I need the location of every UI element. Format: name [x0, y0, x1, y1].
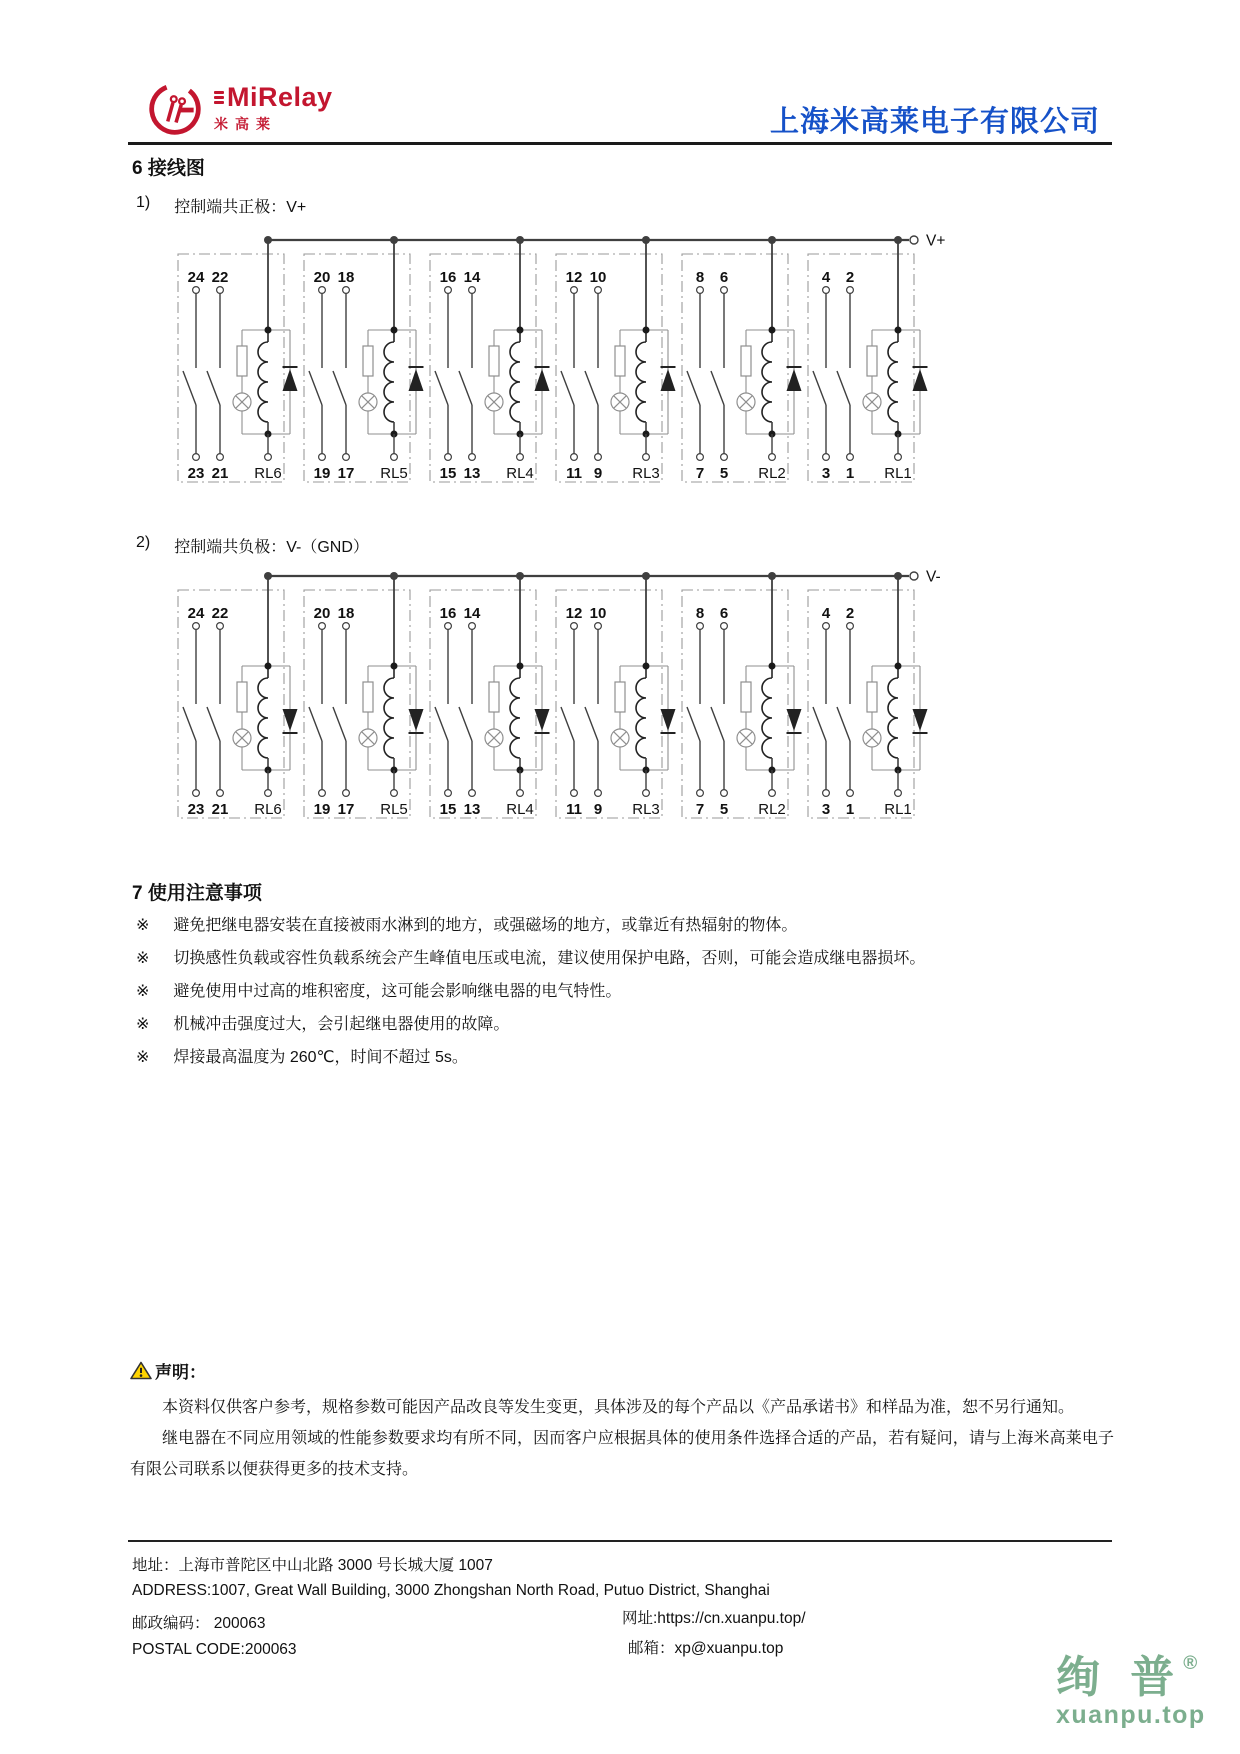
relay-block-RL5 [304, 236, 424, 482]
subsection-2-heading [136, 534, 369, 557]
junction-dot [391, 327, 398, 334]
relay-block-RL4 [430, 236, 550, 482]
terminal-pin [721, 454, 728, 461]
warning-icon [130, 1361, 152, 1380]
svg-text:4: 4 [821, 605, 831, 622]
diode [661, 369, 676, 391]
resistor [237, 346, 247, 376]
svg-text:7: 7 [695, 465, 705, 482]
terminal-pin [469, 623, 476, 630]
footer-address-cn: 地址：上海市普陀区中山北路 3000 号长城大厦 1007 [132, 1557, 493, 1574]
svg-text:5: 5 [719, 801, 729, 818]
svg-text:15: 15 [439, 801, 457, 818]
svg-text:9: 9 [593, 465, 603, 482]
terminal-pin [823, 454, 830, 461]
terminal-pin [517, 454, 524, 461]
subsection-1-number: 1) [136, 194, 151, 211]
bus-junction [894, 236, 902, 244]
switch-blade [207, 371, 220, 405]
svg-text:RL6: RL6 [254, 801, 282, 818]
relay-block-RL4 [430, 572, 550, 818]
svg-text:22: 22 [211, 605, 229, 622]
switch-blade [435, 371, 448, 405]
footer-rule [128, 1540, 1112, 1542]
terminal-pin [823, 623, 830, 630]
switch-blade [711, 371, 724, 405]
junction-dot [769, 327, 776, 334]
terminal-pin [193, 623, 200, 630]
relay-block-RL6 [178, 236, 298, 482]
svg-text:RL1: RL1 [884, 465, 912, 482]
supply-terminal [910, 236, 918, 244]
svg-text:6: 6 [719, 269, 729, 286]
junction-dot [265, 327, 272, 334]
terminal-pin [571, 287, 578, 294]
relay-block-RL2 [682, 572, 802, 818]
svg-text:1: 1 [845, 465, 855, 482]
terminal-pin [595, 454, 602, 461]
company-name: 上海米高莱电子有限公司 [769, 106, 1100, 138]
svg-text:12: 12 [565, 269, 583, 286]
switch-blade [309, 371, 322, 405]
precaution-text: 避免把继电器安装在直接被雨水淋到的地方，或强磁场的地方，或靠近有热辐射的物体。 [173, 917, 798, 934]
bus-junction [264, 236, 272, 244]
terminal-pin [319, 790, 326, 797]
junction-dot [643, 327, 650, 334]
svg-text:9: 9 [593, 801, 603, 818]
relay-coil [636, 678, 646, 758]
terminal-pin [319, 623, 326, 630]
svg-text:13: 13 [463, 465, 481, 482]
terminal-pin [823, 790, 830, 797]
relay-coil [636, 342, 646, 422]
footer-postal-cn: 邮政编码： 200063 [132, 1615, 266, 1632]
terminal-pin [445, 623, 452, 630]
relay-block-RL5 [304, 572, 424, 818]
relay-coil [258, 342, 268, 422]
precaution-list [136, 916, 1126, 1081]
diode [787, 709, 802, 731]
svg-text:RL6: RL6 [254, 465, 282, 482]
terminal-pin [595, 623, 602, 630]
junction-dot [517, 663, 524, 670]
switch-blade [561, 707, 574, 741]
reference-mark: ※ [136, 983, 150, 1000]
relay-coil [258, 678, 268, 758]
section-7-title: 7 使用注意事项 [132, 883, 262, 904]
svg-text:2: 2 [845, 605, 855, 622]
switch-blade [309, 707, 322, 741]
reference-mark: ※ [136, 950, 150, 967]
relay-coil [762, 342, 772, 422]
svg-text:13: 13 [463, 801, 481, 818]
terminal-pin [571, 790, 578, 797]
terminal-pin [847, 623, 854, 630]
svg-text:18: 18 [337, 605, 355, 622]
svg-text:22: 22 [211, 269, 229, 286]
terminal-pin [217, 454, 224, 461]
svg-text:21: 21 [211, 801, 229, 818]
terminal-pin [721, 790, 728, 797]
relay-coil [888, 678, 898, 758]
junction-dot [643, 663, 650, 670]
notice-paragraph: 本资料仅供客户参考，规格参数可能因产品改良等发生变更，具体涉及的每个产品以《产品承诺书》和样品为准，恕不另行通知。 [162, 1399, 1075, 1416]
notice-paragraph: 继电器在不同应用领域的性能参数要求均有所不同，因而客户应根据具体的使用条件选择合适的产品，若有疑问，请与上海米高莱电子有限公司联系以便获得更多的技术支持。 [130, 1430, 1114, 1478]
junction-dot [391, 663, 398, 670]
precaution-item [136, 949, 1126, 969]
resistor [867, 346, 877, 376]
switch-blade [333, 371, 346, 405]
terminal-pin [517, 790, 524, 797]
switch-blade [183, 371, 196, 405]
terminal-pin [445, 790, 452, 797]
terminal-pin [193, 287, 200, 294]
terminal-pin [895, 790, 902, 797]
diode [787, 369, 802, 391]
terminal-pin [217, 790, 224, 797]
terminal-pin [343, 623, 350, 630]
svg-text:24: 24 [187, 605, 205, 622]
svg-text:2: 2 [845, 269, 855, 286]
switch-blade [687, 707, 700, 741]
subsection-2-label: 控制端共负极：V-（GND） [174, 539, 369, 556]
svg-text:15: 15 [439, 465, 457, 482]
switch-blade [687, 371, 700, 405]
terminal-pin [697, 454, 704, 461]
svg-text:17: 17 [337, 801, 355, 818]
terminal-pin [571, 454, 578, 461]
svg-text:11: 11 [566, 465, 582, 482]
subsection-1-label: 控制端共正极：V+ [174, 199, 307, 216]
switch-blade [837, 707, 850, 741]
wiring-diagram-negative [168, 566, 958, 826]
svg-text:1: 1 [845, 801, 855, 818]
svg-text:3: 3 [821, 465, 831, 482]
relay-block-RL1 [808, 572, 928, 818]
brand-name: MiRelay [227, 82, 333, 112]
subsection-2-number: 2) [136, 534, 151, 551]
diode [535, 709, 550, 731]
resistor [237, 682, 247, 712]
footer-postal-en: POSTAL CODE:200063 [132, 1641, 297, 1658]
svg-text:RL3: RL3 [632, 465, 660, 482]
terminal-pin [847, 790, 854, 797]
bus-junction [768, 236, 776, 244]
notice-title: 声明： [155, 1363, 206, 1382]
svg-text:RL5: RL5 [380, 465, 408, 482]
bus-junction [642, 572, 650, 580]
svg-text:7: 7 [695, 801, 705, 818]
terminal-pin [721, 287, 728, 294]
svg-text:8: 8 [695, 605, 705, 622]
resistor [615, 682, 625, 712]
junction-dot [517, 327, 524, 334]
svg-text:RL1: RL1 [884, 801, 912, 818]
terminal-pin [697, 790, 704, 797]
terminal-pin [217, 287, 224, 294]
terminal-pin [265, 454, 272, 461]
resistor [615, 346, 625, 376]
svg-text:8: 8 [695, 269, 705, 286]
reference-mark: ※ [136, 917, 150, 934]
svg-text:6: 6 [719, 605, 729, 622]
resistor [867, 682, 877, 712]
svg-text:11: 11 [566, 801, 582, 818]
diode [913, 369, 928, 391]
svg-text:17: 17 [337, 465, 355, 482]
terminal-pin [343, 287, 350, 294]
precaution-text: 机械冲击强度过大，会引起继电器使用的故障。 [173, 1016, 510, 1033]
terminal-pin [391, 790, 398, 797]
relay-block-RL3 [556, 572, 676, 818]
switch-blade [813, 707, 826, 741]
svg-text:20: 20 [313, 269, 331, 286]
svg-text:14: 14 [463, 605, 481, 622]
reference-mark: ※ [136, 1016, 150, 1033]
terminal-pin [217, 623, 224, 630]
terminal-pin [469, 287, 476, 294]
watermark-name: 绚 普 [1056, 1653, 1184, 1702]
bus-junction [894, 572, 902, 580]
supply-label: V- [926, 568, 941, 586]
svg-text:12: 12 [565, 605, 583, 622]
relay-coil [762, 678, 772, 758]
header-rule [128, 142, 1112, 145]
switch-blade [711, 707, 724, 741]
footer-website: 网址:https://cn.xuanpu.top/ [622, 1610, 806, 1627]
svg-text:10: 10 [589, 269, 607, 286]
bus-junction [768, 572, 776, 580]
svg-text:10: 10 [589, 605, 607, 622]
bus-junction [390, 236, 398, 244]
relay-coil [510, 678, 520, 758]
svg-text:23: 23 [187, 801, 205, 818]
terminal-pin [445, 454, 452, 461]
resistor [363, 682, 373, 712]
bus-junction [516, 236, 524, 244]
svg-text:RL2: RL2 [758, 465, 786, 482]
terminal-pin [469, 790, 476, 797]
svg-text:3: 3 [821, 801, 831, 818]
terminal-pin [769, 454, 776, 461]
svg-text:20: 20 [313, 605, 331, 622]
svg-text:RL4: RL4 [506, 801, 534, 818]
logo-emblem-icon [146, 80, 204, 138]
relay-coil [384, 342, 394, 422]
terminal-pin [643, 454, 650, 461]
terminal-pin [847, 454, 854, 461]
subsection-1-heading [136, 194, 306, 217]
terminal-pin [823, 287, 830, 294]
watermark-domain: xuanpu.top [1056, 1701, 1206, 1729]
switch-blade [813, 371, 826, 405]
svg-text:RL5: RL5 [380, 801, 408, 818]
terminal-pin [469, 454, 476, 461]
resistor [489, 346, 499, 376]
terminal-pin [895, 454, 902, 461]
precaution-item [136, 1048, 1126, 1068]
terminal-pin [193, 790, 200, 797]
svg-text:23: 23 [187, 465, 205, 482]
bus-junction [390, 572, 398, 580]
registered-mark-icon: ® [1183, 1653, 1198, 1674]
svg-text:RL2: RL2 [758, 801, 786, 818]
junction-dot [265, 663, 272, 670]
terminal-pin [571, 623, 578, 630]
relay-coil [888, 342, 898, 422]
switch-blade [435, 707, 448, 741]
switch-blade [561, 371, 574, 405]
notice-section [130, 1358, 1114, 1485]
relay-block-RL3 [556, 236, 676, 482]
terminal-pin [697, 623, 704, 630]
diode [409, 709, 424, 731]
section-6-title: 6 接线图 [132, 158, 205, 179]
precaution-item [136, 982, 1126, 1002]
svg-text:18: 18 [337, 269, 355, 286]
switch-blade [333, 707, 346, 741]
relay-block-RL6 [178, 572, 298, 818]
svg-text:16: 16 [439, 605, 457, 622]
switch-blade [837, 371, 850, 405]
svg-text:16: 16 [439, 269, 457, 286]
terminal-pin [643, 790, 650, 797]
svg-text:4: 4 [821, 269, 831, 286]
terminal-pin [319, 287, 326, 294]
terminal-pin [445, 287, 452, 294]
terminal-pin [343, 454, 350, 461]
bus-junction [264, 572, 272, 580]
svg-text:24: 24 [187, 269, 205, 286]
junction-dot [769, 663, 776, 670]
resistor [363, 346, 373, 376]
svg-text:5: 5 [719, 465, 729, 482]
relay-block-RL2 [682, 236, 802, 482]
precaution-item [136, 916, 1126, 936]
switch-blade [207, 707, 220, 741]
resistor [489, 682, 499, 712]
svg-text:RL3: RL3 [632, 801, 660, 818]
diode [409, 369, 424, 391]
watermark [1056, 1653, 1206, 1729]
terminal-pin [721, 623, 728, 630]
switch-blade [585, 371, 598, 405]
resistor [741, 682, 751, 712]
switch-blade [459, 707, 472, 741]
terminal-pin [193, 454, 200, 461]
logo [146, 80, 333, 138]
relay-coil [384, 678, 394, 758]
resistor [741, 346, 751, 376]
junction-dot [895, 663, 902, 670]
switch-blade [459, 371, 472, 405]
svg-text:19: 19 [313, 465, 331, 482]
diode [283, 709, 298, 731]
terminal-pin [595, 790, 602, 797]
terminal-pin [319, 454, 326, 461]
terminal-pin [697, 287, 704, 294]
precaution-item [136, 1015, 1126, 1035]
supply-label: V+ [926, 232, 946, 250]
footer-address-en: ADDRESS:1007, Great Wall Building, 3000 Zhongshan North Road, Putuo District, Shanghai [132, 1582, 770, 1599]
terminal-pin [391, 454, 398, 461]
svg-text:14: 14 [463, 269, 481, 286]
precaution-text: 焊接最高温度为 260℃，时间不超过 5s。 [173, 1049, 468, 1066]
svg-text:21: 21 [211, 465, 229, 482]
diode [913, 709, 928, 731]
diode [661, 709, 676, 731]
relay-block-RL1 [808, 236, 928, 482]
brand-name-cn: 米高莱 [214, 116, 277, 132]
diode [535, 369, 550, 391]
relay-coil [510, 342, 520, 422]
svg-text:RL4: RL4 [506, 465, 534, 482]
footer-email: 邮箱：xp@xuanpu.top [628, 1640, 784, 1657]
supply-terminal [910, 572, 918, 580]
terminal-pin [769, 790, 776, 797]
svg-text:19: 19 [313, 801, 331, 818]
logo-bars-icon [214, 91, 224, 104]
reference-mark: ※ [136, 1049, 150, 1066]
terminal-pin [265, 790, 272, 797]
precaution-text: 切换感性负载或容性负载系统会产生峰值电压或电流，建议使用保护电路，否则，可能会造成继电器损坏。 [173, 950, 926, 967]
terminal-pin [343, 790, 350, 797]
junction-dot [895, 327, 902, 334]
diode [283, 369, 298, 391]
bus-junction [642, 236, 650, 244]
precaution-text: 避免使用中过高的堆积密度，这可能会影响继电器的电气特性。 [173, 983, 622, 1000]
terminal-pin [595, 287, 602, 294]
switch-blade [183, 707, 196, 741]
terminal-pin [847, 287, 854, 294]
switch-blade [585, 707, 598, 741]
wiring-diagram-positive [168, 230, 958, 490]
bus-junction [516, 572, 524, 580]
